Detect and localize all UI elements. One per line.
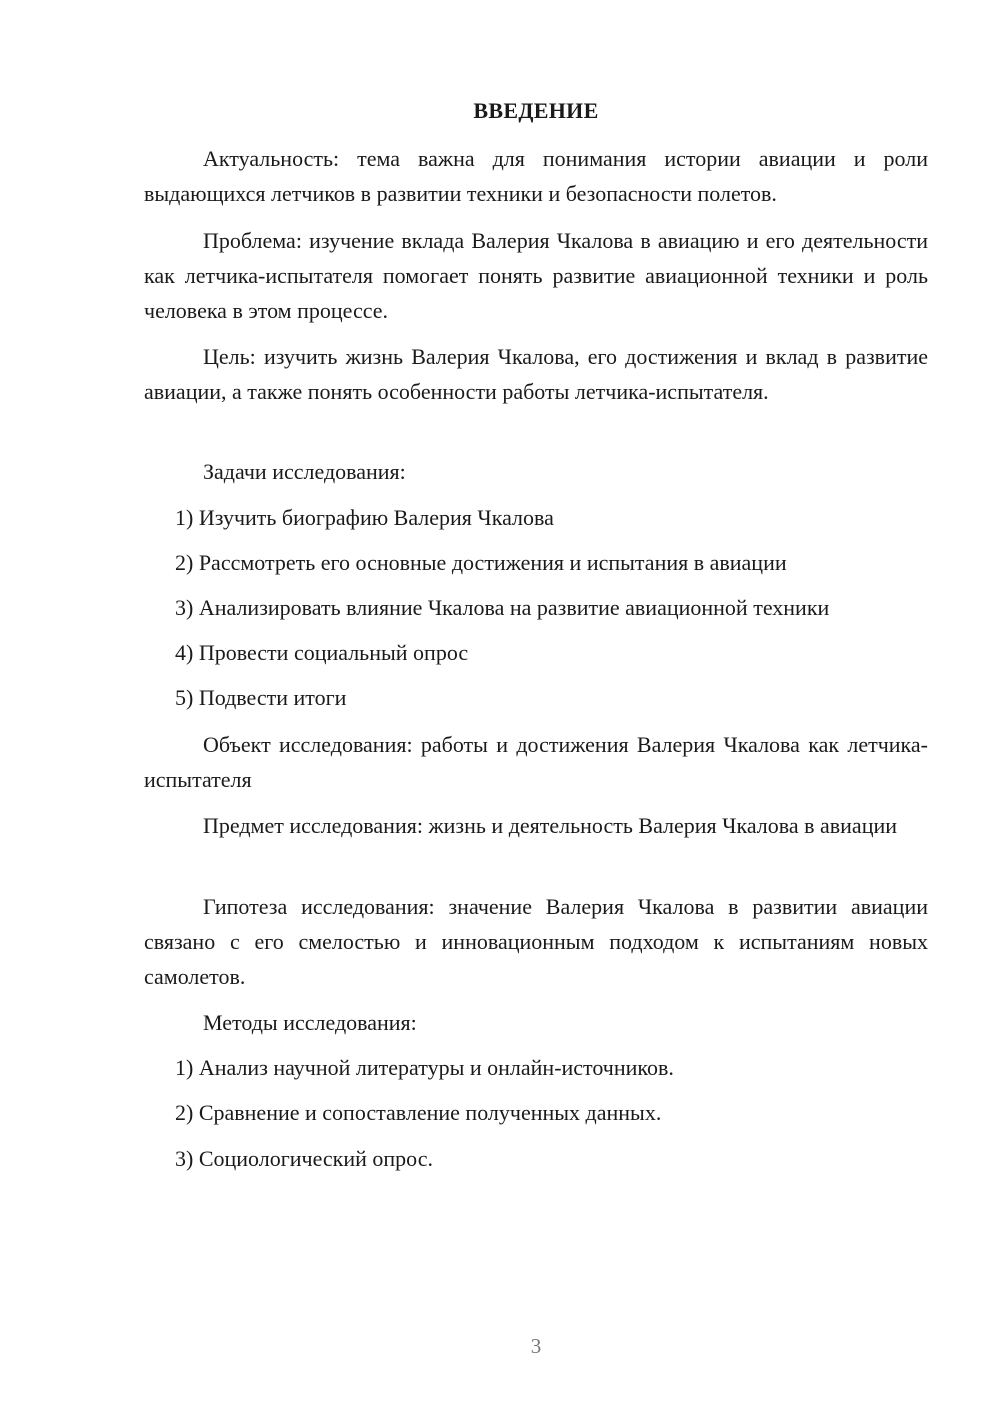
methods-heading: Методы исследования: [203, 1010, 417, 1035]
goal-paragraph: Цель: изучить жизнь Валерия Чкалова, его достижения и вклад в развитие авиации, а также понять особенности работы летчика-испытателя. [144, 344, 928, 404]
document-page [144, 0, 928, 1414]
task-item-1: 1) Изучить биографию Валерия Чкалова [175, 505, 554, 530]
object-paragraph: Объект исследования: работы и достижения Валерия Чкалова как летчика-испытателя [144, 732, 928, 792]
hypothesis-paragraph: Гипотеза исследования: значение Валерия Чкалова в развитии авиации связано с его смелостью и инновационным подходом к испытаниям новых самолетов. [144, 894, 928, 989]
section-title: ВВЕДЕНИЕ [473, 98, 599, 123]
task-item-3: 3) Анализировать влияние Чкалова на развитие авиационной техники [175, 595, 830, 620]
page-number: 3 [530, 1334, 542, 1358]
method-item-2: 2) Сравнение и сопоставление полученных данных. [175, 1100, 662, 1125]
method-item-3: 3) Социологический опрос. [175, 1146, 433, 1171]
problem-paragraph: Проблема: изучение вклада Валерия Чкалова в авиацию и его деятельности как летчика-испытателя помогает понять развитие авиационной техники и роль человека в этом процессе. [144, 228, 928, 323]
subject-paragraph: Предмет исследования: жизнь и деятельность Валерия Чкалова в авиации [203, 813, 898, 838]
task-item-2: 2) Рассмотреть его основные достижения и испытания в авиации [175, 550, 787, 575]
relevance-paragraph: Актуальность: тема важна для понимания истории авиации и роли выдающихся летчиков в развитии техники и безопасности полетов. [144, 146, 928, 206]
method-item-1: 1) Анализ научной литературы и онлайн-источников. [175, 1055, 674, 1080]
task-item-5: 5) Подвести итоги [175, 685, 347, 710]
tasks-heading: Задачи исследования: [203, 459, 406, 484]
task-item-4: 4) Провести социальный опрос [175, 640, 469, 665]
